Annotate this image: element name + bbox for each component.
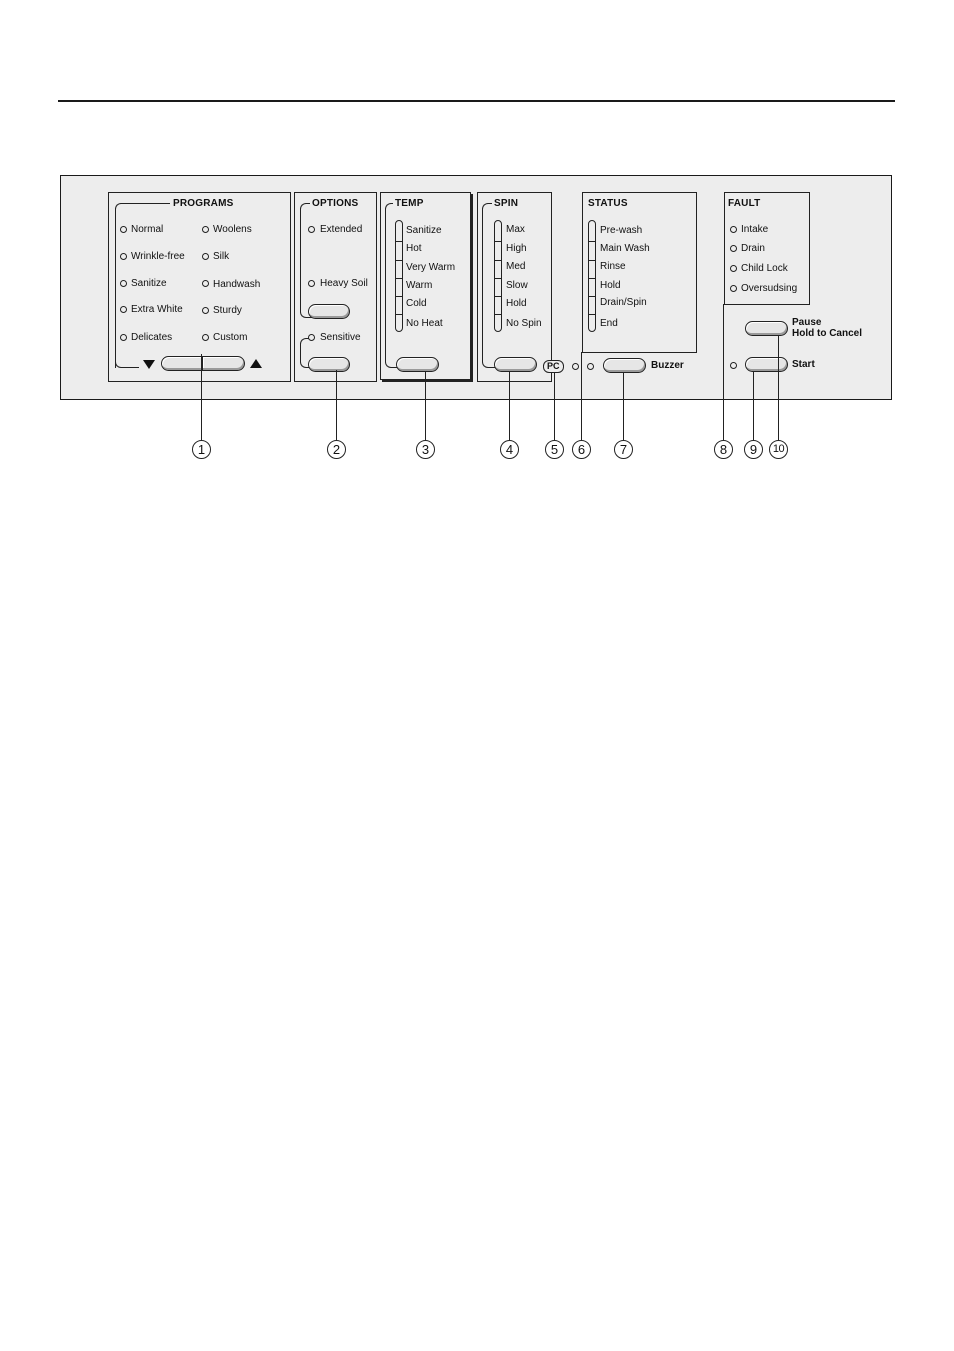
programs-bracket-foot [115,343,139,368]
spin-label-max: Max [506,224,525,235]
callout-9: 9 [744,440,763,459]
spin-label-med: Med [506,261,526,272]
program-label-sturdy: Sturdy [213,305,242,316]
program-label-woolens: Woolens [213,224,252,235]
spin-label-no-spin: No Spin [506,318,542,329]
temp-tick [396,241,402,242]
options-title: OPTIONS [312,198,359,209]
fault-label-drain: Drain [741,243,765,254]
options-extended-heavy-soil-button[interactable] [308,304,350,319]
fault-led-child-lock [730,265,737,272]
option-label-sensitive: Sensitive [320,332,361,343]
arrow-down-icon [143,360,155,369]
programs-title: PROGRAMS [173,198,234,209]
callout-8: 8 [714,440,733,459]
hold-to-cancel-label: Hold to Cancel [792,328,863,339]
spin-tick [495,314,501,315]
pause-label: Pause [792,317,822,328]
program-label-normal: Normal [131,224,164,235]
fault-label-oversudsing: Oversudsing [741,283,798,294]
program-led-sturdy [202,307,209,314]
start-led [730,362,737,369]
fault-group [724,192,810,305]
options-bracket [300,203,314,318]
fault-led-drain [730,245,737,252]
callout-7: 7 [614,440,633,459]
option-label-extended: Extended [320,224,363,235]
leader-line-5 [554,372,555,440]
callout-10: 10 [769,440,788,459]
program-led-silk [202,253,209,260]
temp-tick [396,314,402,315]
pc-badge: PC [543,360,564,373]
spin-button[interactable] [494,357,537,372]
status-label-end: End [600,318,618,329]
callout-5: 5 [545,440,564,459]
buzzer-led [587,363,594,370]
fault-led-intake [730,226,737,233]
temp-tick [396,296,402,297]
fault-led-oversudsing [730,285,737,292]
control-panel [60,175,892,400]
leader-line-4 [509,371,510,440]
programs-group [108,192,291,382]
program-label-extra-white: Extra White [131,304,183,315]
pause-button[interactable] [745,321,788,336]
status-title: STATUS [588,198,628,209]
fault-label-child-lock: Child Lock [741,263,788,274]
start-button[interactable] [745,357,788,372]
spin-label-high: High [506,243,527,254]
spin-tick [495,296,501,297]
options-group [294,192,377,382]
temp-label-hot: Hot [406,243,422,254]
program-label-handwash: Handwash [213,279,261,290]
fault-title: FAULT [728,198,761,209]
status-tick [589,314,595,315]
option-led-extended [308,226,315,233]
option-led-sensitive [308,334,315,341]
spin-title: SPIN [494,198,519,209]
program-label-silk: Silk [213,251,230,262]
option-led-heavy-soil [308,280,315,287]
buzzer-label: Buzzer [651,360,684,371]
start-label: Start [792,359,815,370]
program-down-button[interactable] [161,356,205,371]
status-led-pc [572,363,579,370]
status-tick [589,278,595,279]
temp-tick [396,278,402,279]
temp-label-cold: Cold [406,298,427,309]
leader-line-8 [723,304,724,440]
leader-line-7 [623,372,624,440]
leader-line-9 [753,371,754,440]
leader-line-3 [425,371,426,440]
buzzer-button[interactable] [603,358,646,373]
option-label-heavy-soil: Heavy Soil [320,278,368,289]
callout-3: 3 [416,440,435,459]
spin-label-hold: Hold [506,298,527,309]
spin-tick [495,241,501,242]
temp-label-sanitize: Sanitize [406,225,442,236]
spin-group [477,192,552,382]
program-led-custom [202,334,209,341]
leader-line-2 [336,370,337,440]
temp-tick [396,260,402,261]
temp-label-no-heat: No Heat [406,318,443,329]
program-label-delicates: Delicates [131,332,173,343]
program-label-custom: Custom [213,332,248,343]
arrow-up-icon [250,359,262,368]
program-led-delicates [120,334,127,341]
program-led-normal [120,226,127,233]
temp-group [380,192,471,380]
status-label-pre-wash: Pre-wash [600,225,643,236]
status-label-drain-spin: Drain/Spin [600,297,647,308]
status-tick [589,260,595,261]
leader-line-10 [778,335,779,440]
leader-line-6 [581,352,582,440]
callout-6: 6 [572,440,591,459]
status-label-main-wash: Main Wash [600,243,650,254]
options-sensitive-button[interactable] [308,357,350,372]
program-led-sanitize [120,280,127,287]
status-label-hold: Hold [600,280,621,291]
program-led-wrinkle-free [120,253,127,260]
status-group [582,192,697,353]
temp-label-warm: Warm [406,280,433,291]
program-led-woolens [202,226,209,233]
spin-tick [495,278,501,279]
spin-label-slow: Slow [506,280,528,291]
status-label-rinse: Rinse [600,261,626,272]
program-label-sanitize: Sanitize [131,278,167,289]
status-tick [589,296,595,297]
callout-1: 1 [192,440,211,459]
callout-4: 4 [500,440,519,459]
program-led-handwash [202,280,209,287]
leader-line-1 [201,354,202,440]
header-rule [58,100,895,102]
program-up-button[interactable] [202,356,245,371]
program-led-extra-white [120,306,127,313]
program-label-wrinkle-free: Wrinkle-free [131,251,185,262]
status-tick [589,241,595,242]
temp-button[interactable] [396,357,439,372]
fault-label-intake: Intake [741,224,769,235]
temp-title: TEMP [395,198,424,209]
spin-tick [495,260,501,261]
callout-2: 2 [327,440,346,459]
temp-label-very-warm: Very Warm [406,262,456,273]
